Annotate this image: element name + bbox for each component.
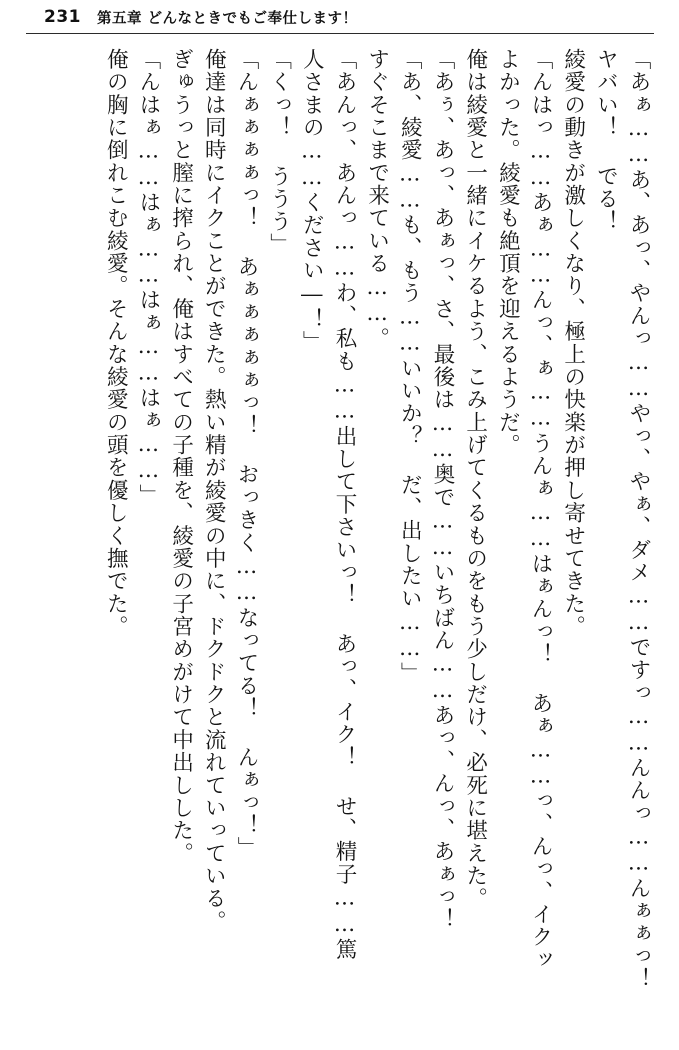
text-line: 「くっ！ ううう」 <box>266 48 292 256</box>
page-number: 231 <box>44 7 81 27</box>
text-line: 俺達は同時にイクことができた。熱い精が綾愛の中に、ドクドクと流れていっている。 <box>201 48 227 933</box>
chapter-title: 第五章 どんなときでもご奉仕します！ <box>97 10 358 27</box>
text-line: ぎゅうっと膣に搾られ、俺はすべての子種を、綾愛の子宮めがけて中出しした。 <box>168 48 194 865</box>
text-line: 「あぁ……あ、あっ、やんっ……やっ、やぁ、ダメ……ですっ……んんっ……んぁぁっ！ ヤバい！ でる！ <box>593 48 651 991</box>
vertical-text-block <box>26 48 654 1033</box>
text-line: 「あんっ、あんっ……わ、私も……出して下さいっ！ あっ、イク！ せ、精子……篤 <box>331 48 357 961</box>
text-line: 人さまの……ください―！」 <box>299 48 325 354</box>
text-line: 「あ、綾愛……も、もう……いいか？ だ、出したい……」 <box>397 48 423 685</box>
text-line: 俺は綾愛と一緒にイケるよう、こみ上げてくるものをもう少しだけ、必死に堪えた。 <box>462 48 488 910</box>
page-body <box>26 48 654 1033</box>
header-divider <box>26 33 654 34</box>
page-header <box>0 0 679 34</box>
text-line: 「んはぁ……はぁ……はぁ……はぁ……」 <box>135 48 161 507</box>
text-line: 「んはっ……あぁ……んっ、ぁ……うんぁ……はぁんっ！ あぁ……っ、んっ、イクッ <box>527 48 553 972</box>
text-line: 俺の胸に倒れこむ綾愛。そんな綾愛の頭を優しく撫でた。 <box>103 48 129 638</box>
text-line: よかった。綾愛も絶頂を迎えるようだ。 <box>495 48 521 457</box>
text-line: 「あぅ、あっ、あぁっ、さ、最後は……奥で……いちばん……あっ、んっ、あぁっ！ <box>429 48 455 931</box>
text-line: 綾愛の動きが激しくなり、極上の快楽が押し寄せてきた。 <box>560 48 586 638</box>
text-line: 「んぁぁぁぁっ！ あぁぁぁぁぁっ！ おっきく……なってる！ んぁっ！」 <box>233 48 259 860</box>
text-line: すぐそこまで来ている……。 <box>364 48 390 350</box>
